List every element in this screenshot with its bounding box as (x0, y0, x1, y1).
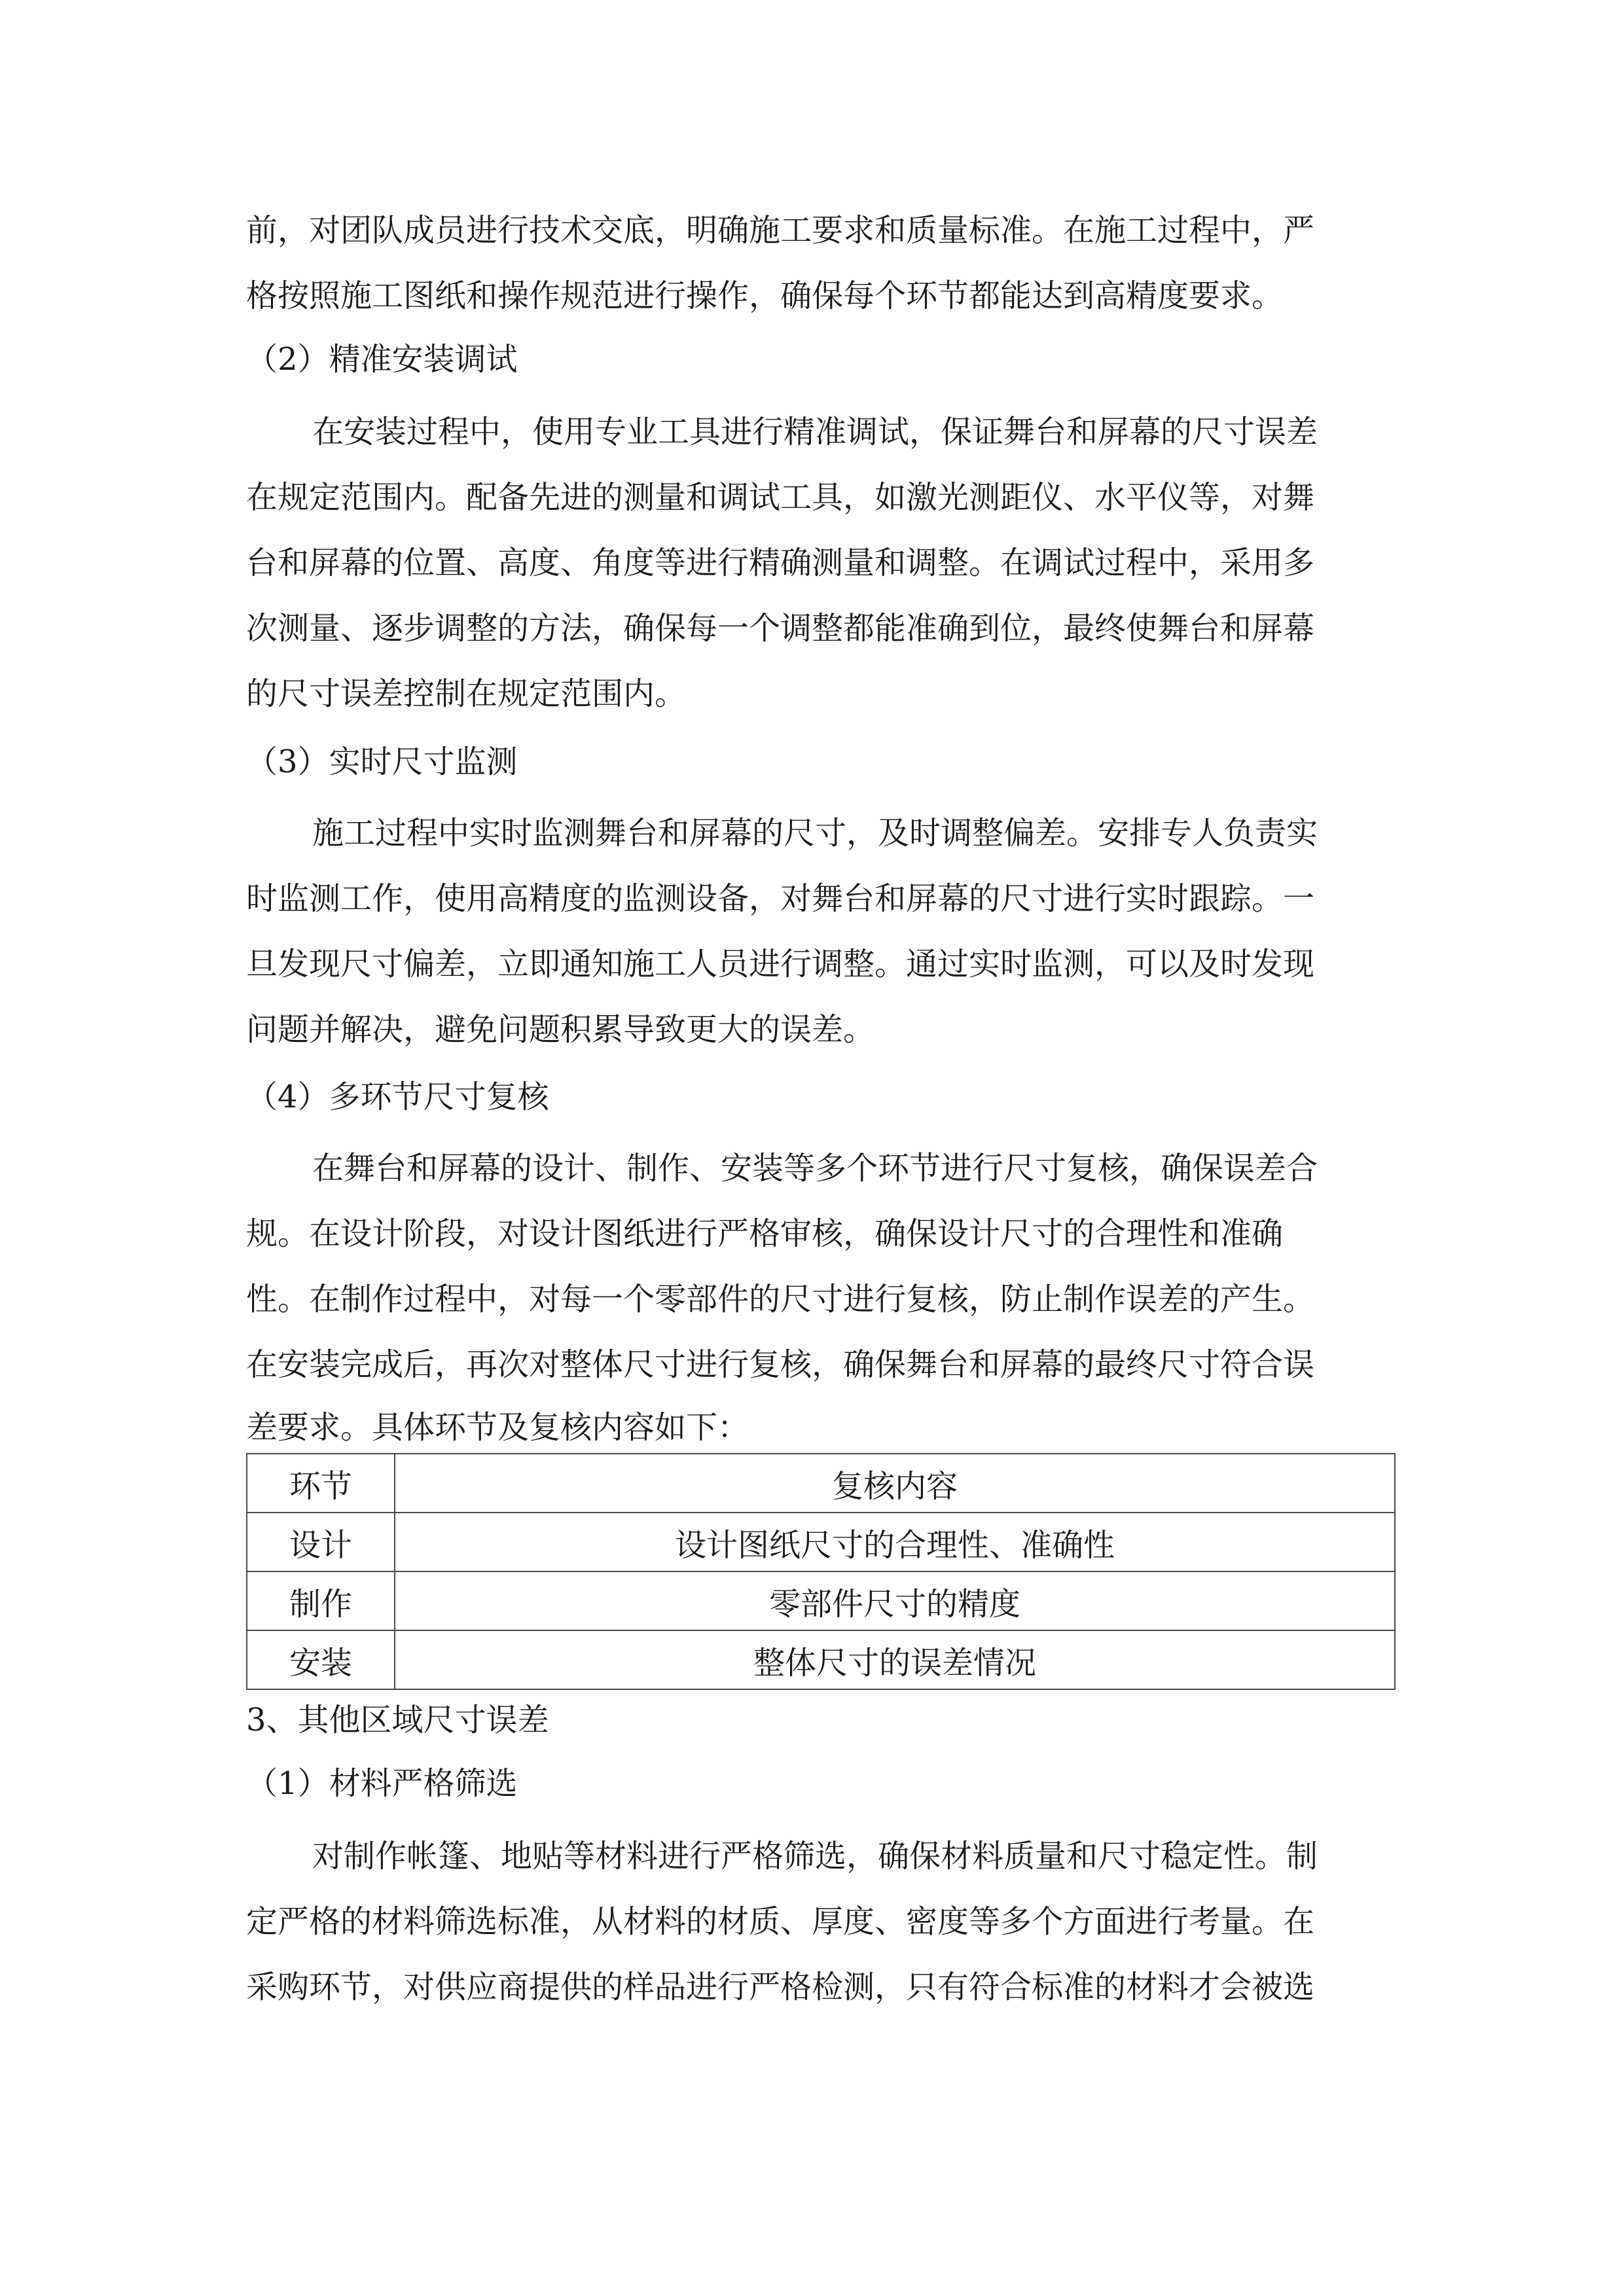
paragraph-line: 格按照施工图纸和操作规范进行操作，确保每个环节都能达到高精度要求。 (246, 278, 1284, 314)
section-heading: （4）多环节尺寸复核 (246, 1079, 549, 1115)
paragraph-line: 采购环节，对供应商提供的样品进行严格检测，只有符合标准的材料才会被选 (246, 1969, 1315, 2005)
review-table (246, 1453, 1396, 1690)
table-header-row (247, 1454, 1395, 1513)
section-heading: 3、其他区域尺寸误差 (246, 1702, 549, 1738)
paragraph-line: 旦发现尺寸偏差，立即通知施工人员进行调整。通过实时监测，可以及时发现 (246, 946, 1315, 982)
table-header-cell: 复核内容 (395, 1454, 1395, 1513)
table-cell: 设计图纸尺寸的合理性、准确性 (395, 1513, 1395, 1571)
paragraph-line: 在规定范围内。配备先进的测量和调试工具，如激光测距仪、水平仪等，对舞 (246, 479, 1315, 516)
paragraph-line: 差要求。具体环节及复核内容如下： (246, 1409, 749, 1446)
section-heading: （2）精准安装调试 (246, 341, 518, 378)
paragraph-line: 对制作帐篷、地贴等材料进行严格筛选，确保材料质量和尺寸稳定性。制 (312, 1838, 1318, 1874)
section-heading: （3）实时尺寸监测 (246, 744, 518, 780)
paragraph-line: 在安装完成后，再次对整体尺寸进行复核，确保舞台和屏幕的最终尺寸符合误 (246, 1346, 1315, 1383)
table-cell: 制作 (247, 1571, 395, 1630)
table-header-cell: 环节 (247, 1454, 395, 1513)
table-cell: 设计 (247, 1513, 395, 1571)
table-row (247, 1630, 1395, 1689)
paragraph-line: 台和屏幕的位置、高度、角度等进行精确测量和调整。在调试过程中，采用多 (246, 545, 1315, 581)
paragraph-line: 规。在设计阶段，对设计图纸进行严格审核，确保设计尺寸的合理性和准确 (246, 1215, 1284, 1252)
paragraph-line: 定严格的材料筛选标准，从材料的材质、厚度、密度等多个方面进行考量。在 (246, 1903, 1315, 1940)
paragraph-line: 在安装过程中，使用专业工具进行精准调试，保证舞台和屏幕的尺寸误差 (312, 414, 1318, 450)
paragraph-line: 前，对团队成员进行技术交底，明确施工要求和质量标准。在施工过程中，严 (246, 212, 1315, 249)
table-cell: 整体尺寸的误差情况 (395, 1630, 1395, 1689)
paragraph-line: 在舞台和屏幕的设计、制作、安装等多个环节进行尺寸复核，确保误差合 (312, 1150, 1318, 1187)
table-cell: 安装 (247, 1630, 395, 1689)
paragraph-line: 问题并解决，避免问题积累导致更大的误差。 (246, 1011, 875, 1048)
paragraph-line: 施工过程中实时监测舞台和屏幕的尺寸，及时调整偏差。安排专人负责实 (312, 815, 1318, 852)
table-row (247, 1571, 1395, 1630)
paragraph-line: 时监测工作，使用高精度的监测设备，对舞台和屏幕的尺寸进行实时跟踪。一 (246, 880, 1315, 917)
paragraph-line: 性。在制作过程中，对每一个零部件的尺寸进行复核，防止制作误差的产生。 (246, 1281, 1315, 1318)
paragraph-line: 次测量、逐步调整的方法，确保每一个调整都能准确到位，最终使舞台和屏幕 (246, 610, 1315, 647)
table-row (247, 1513, 1395, 1571)
table-cell: 零部件尺寸的精度 (395, 1571, 1395, 1630)
section-heading: （1）材料严格筛选 (246, 1765, 518, 1802)
paragraph-line: 的尺寸误差控制在规定范围内。 (246, 675, 687, 712)
